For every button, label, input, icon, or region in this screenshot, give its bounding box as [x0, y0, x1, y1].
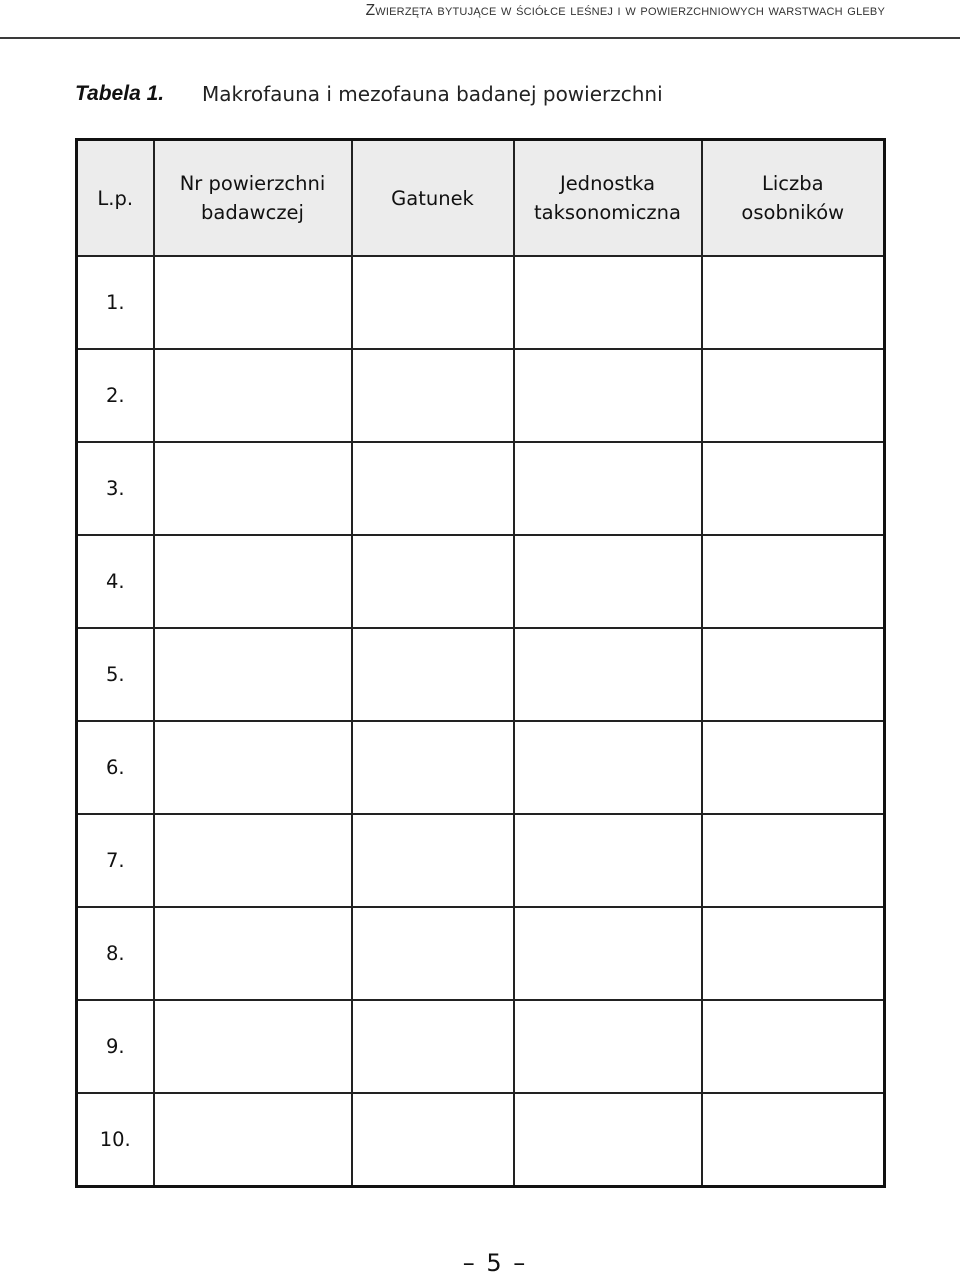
species-cell[interactable] [352, 1093, 514, 1187]
row-number: 6. [77, 721, 154, 814]
column-header-label: taksonomiczna [534, 201, 681, 224]
row-number: 2. [77, 349, 154, 442]
column-header-label: Gatunek [391, 186, 474, 210]
species-cell[interactable] [352, 535, 514, 628]
table-caption-title: Makrofauna i mezofauna badanej powierzchni [202, 82, 663, 106]
specimen-count-cell[interactable] [702, 814, 885, 907]
specimen-count-cell[interactable] [702, 907, 885, 1000]
column-header-lp [77, 140, 154, 257]
table-row [77, 1093, 885, 1187]
row-number: 9. [77, 1000, 154, 1093]
column-header-plot-number [154, 140, 352, 257]
table-row [77, 535, 885, 628]
species-cell[interactable] [352, 628, 514, 721]
table-row [77, 907, 885, 1000]
running-header: Zwierzęta bytujące w ściółce leśnej i w powierzchniowych warstwach gleby [365, 2, 885, 19]
species-cell[interactable] [352, 349, 514, 442]
plot-number-cell[interactable] [154, 349, 352, 442]
column-header-label: osobników [741, 201, 845, 224]
page-number: – 5 – [462, 1249, 528, 1277]
table-row [77, 721, 885, 814]
row-number: 1. [77, 256, 154, 349]
taxonomic-unit-cell[interactable] [514, 442, 702, 535]
specimen-count-cell[interactable] [702, 256, 885, 349]
specimen-count-cell[interactable] [702, 1000, 885, 1093]
plot-number-cell[interactable] [154, 535, 352, 628]
plot-number-cell[interactable] [154, 721, 352, 814]
taxonomic-unit-cell[interactable] [514, 721, 702, 814]
taxonomic-unit-cell[interactable] [514, 256, 702, 349]
plot-number-cell[interactable] [154, 907, 352, 1000]
row-number: 8. [77, 907, 154, 1000]
column-header-label: Jednostka [559, 172, 656, 195]
taxonomic-unit-cell[interactable] [514, 1000, 702, 1093]
taxonomic-unit-cell[interactable] [514, 1093, 702, 1187]
specimen-count-cell[interactable] [702, 721, 885, 814]
species-cell[interactable] [352, 721, 514, 814]
header-divider [0, 37, 960, 39]
species-cell[interactable] [352, 907, 514, 1000]
table-row [77, 814, 885, 907]
taxonomic-unit-cell[interactable] [514, 535, 702, 628]
column-header-specimen-count [702, 140, 885, 257]
taxonomic-unit-cell[interactable] [514, 814, 702, 907]
species-cell[interactable] [352, 442, 514, 535]
plot-number-cell[interactable] [154, 1093, 352, 1187]
specimen-count-cell[interactable] [702, 628, 885, 721]
table-caption [75, 82, 875, 112]
row-number: 5. [77, 628, 154, 721]
column-header-taxonomic-unit [514, 140, 702, 257]
specimen-count-cell[interactable] [702, 1093, 885, 1187]
taxonomic-unit-cell[interactable] [514, 628, 702, 721]
plot-number-cell[interactable] [154, 256, 352, 349]
row-number: 3. [77, 442, 154, 535]
column-header-species [352, 140, 514, 257]
column-header-label: badawczej [201, 201, 304, 224]
species-cell[interactable] [352, 814, 514, 907]
table-row [77, 1000, 885, 1093]
table-row [77, 442, 885, 535]
row-number: 7. [77, 814, 154, 907]
column-header-label: L.p. [97, 186, 134, 210]
plot-number-cell[interactable] [154, 628, 352, 721]
species-cell[interactable] [352, 1000, 514, 1093]
specimen-count-cell[interactable] [702, 349, 885, 442]
table-caption-label: Tabela 1. [75, 82, 165, 105]
table-row [77, 256, 885, 349]
specimen-count-cell[interactable] [702, 442, 885, 535]
table-row [77, 349, 885, 442]
table-header-row [77, 140, 885, 257]
taxonomic-unit-cell[interactable] [514, 349, 702, 442]
table-row [77, 628, 885, 721]
row-number: 10. [77, 1093, 154, 1187]
column-header-label: Liczba [761, 172, 824, 195]
row-number: 4. [77, 535, 154, 628]
plot-number-cell[interactable] [154, 1000, 352, 1093]
species-cell[interactable] [352, 256, 514, 349]
column-header-label: Nr powierzchni [179, 172, 326, 195]
specimen-count-cell[interactable] [702, 535, 885, 628]
plot-number-cell[interactable] [154, 442, 352, 535]
taxonomic-unit-cell[interactable] [514, 907, 702, 1000]
data-table [75, 138, 886, 1188]
plot-number-cell[interactable] [154, 814, 352, 907]
